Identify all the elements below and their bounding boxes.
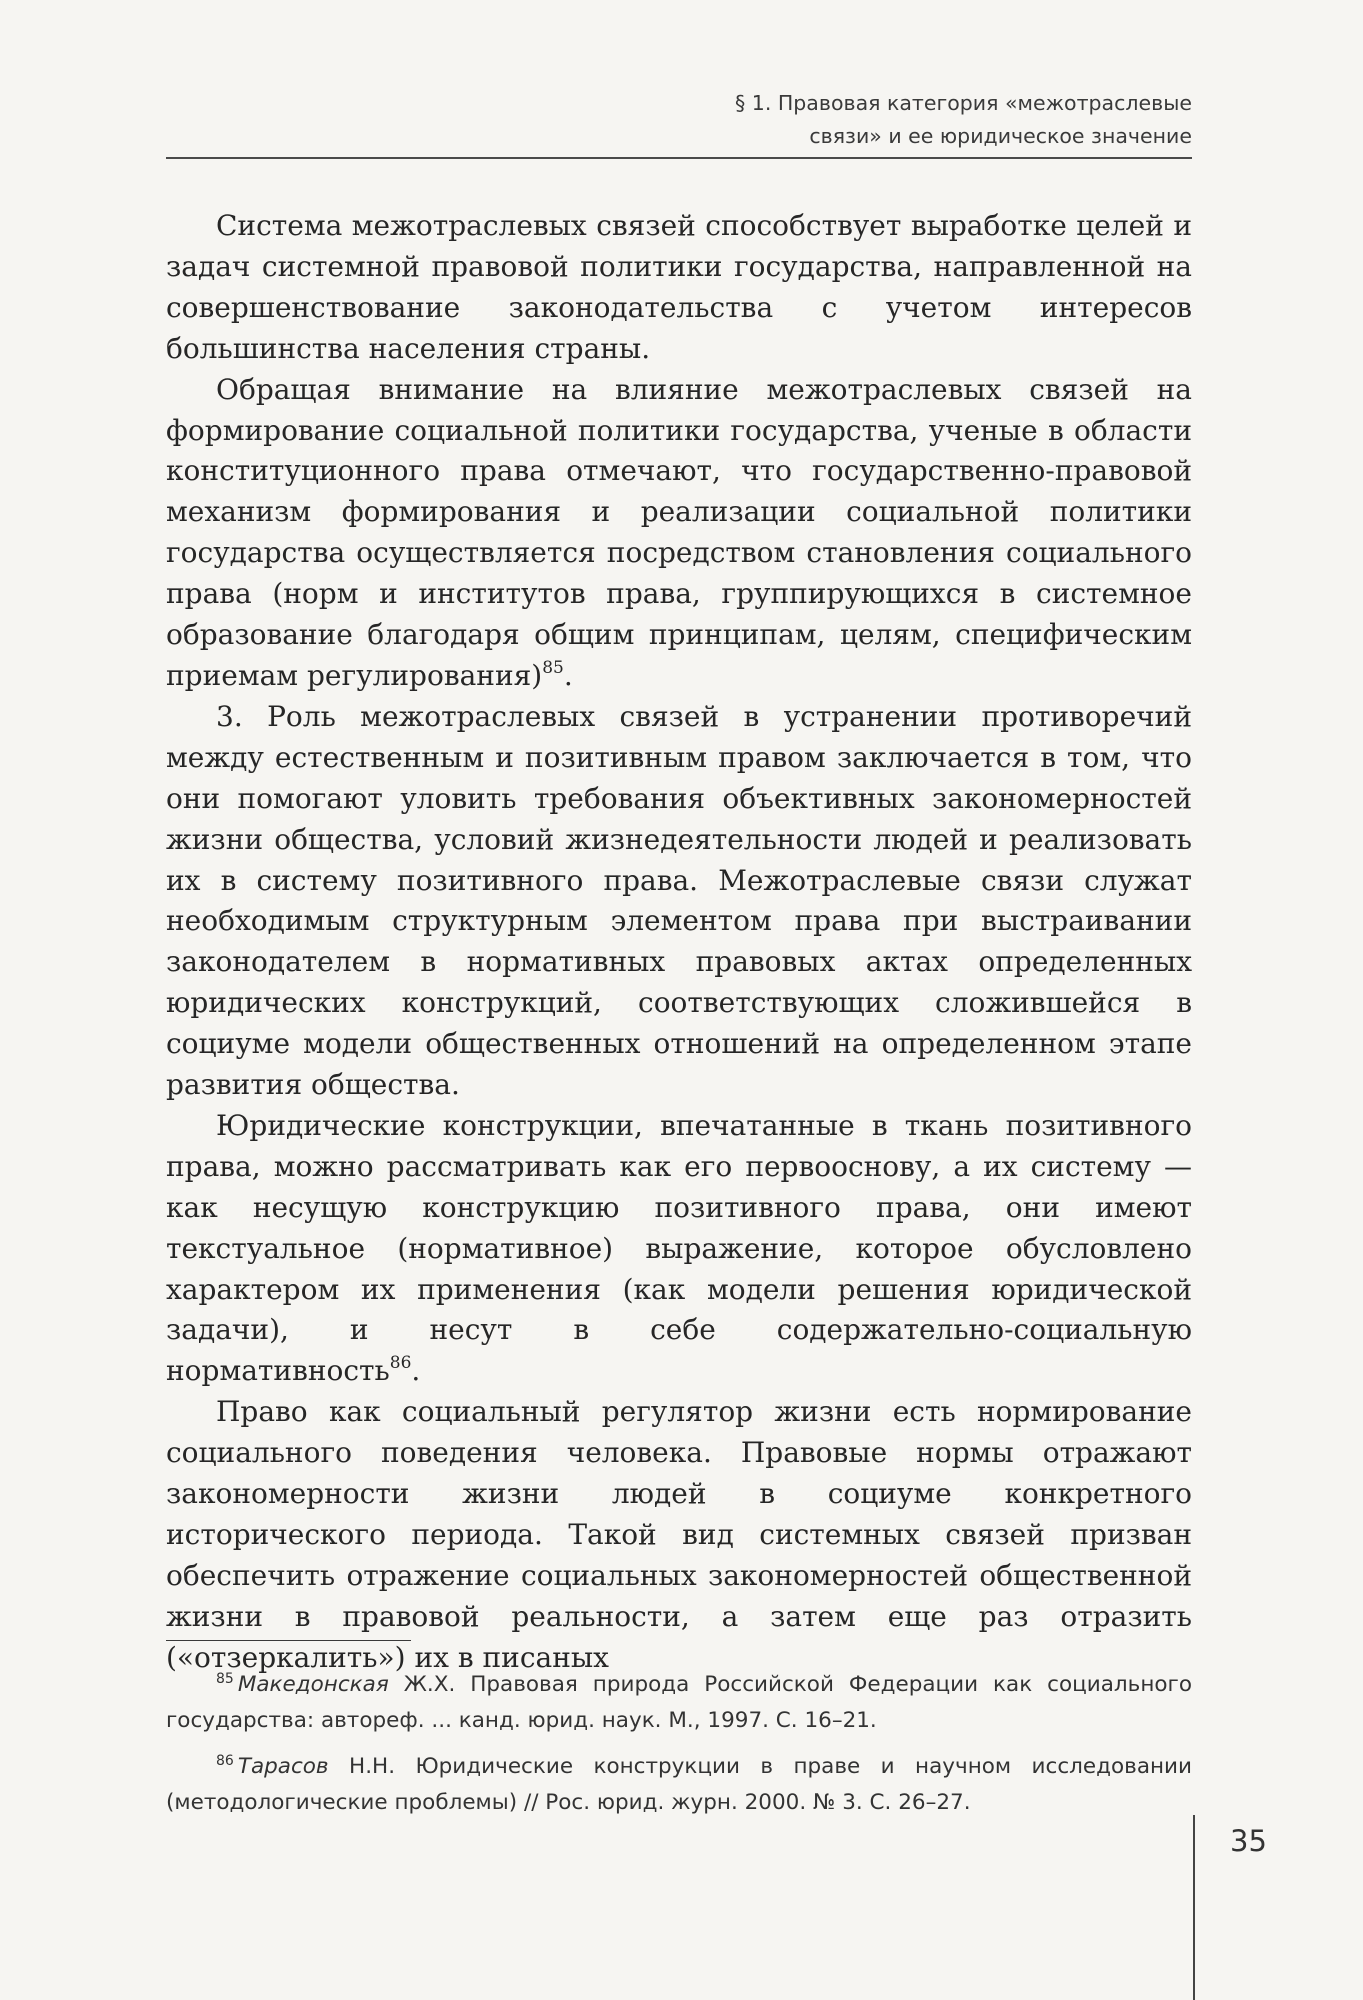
page-number-rule — [1193, 1815, 1195, 2000]
footnote-divider — [166, 1640, 411, 1641]
paragraph — [166, 1106, 1192, 1392]
header-divider — [166, 157, 1192, 159]
paragraph — [166, 206, 1192, 370]
paragraph-text: Право как социальный регулятор жизни есть нормирование социального поведения человека. Правовые нормы отражают закономерности жизни людей в социуме конкретного исторического периода. Такой вид системных связей призван обеспечить отражение социальных закономерностей общественной жизни в правовой реальности, а затем еще раз отразить («отзеркалить») их в писаных — [166, 1395, 1192, 1674]
paragraph-text: Обращая внимание на влияние межотраслевых связей на формирование социальной политики государства, ученые в области конституционного права отмечают, что государственно-правовой механизм формирования и реализации социальной политики государства осуществляется посредством становления социального права (норм и институтов права, группирующихся в системное образование благодаря общим принципам, целям, специфическим приемам регулирования) — [166, 372, 1192, 692]
footnote-85 — [166, 1668, 1192, 1737]
footnote-author: Македонская — [237, 1672, 389, 1697]
footnote-number: 85 — [216, 1671, 234, 1687]
footnote-author: Тарасов — [237, 1754, 329, 1779]
running-head-line-2: связи» и ее юридическое значение — [809, 124, 1192, 148]
footnote-text: Н.Н. Юридические конструкции в праве и научном исследовании (методологические проблемы) // Рос. юрид. журн. 2000. № 3. С. 26–27. — [166, 1754, 1192, 1815]
paragraph — [166, 697, 1192, 1106]
paragraph-end: . — [563, 658, 573, 692]
footnote-ref-85[interactable]: 85 — [542, 657, 564, 678]
paragraph — [166, 370, 1192, 697]
running-head — [432, 87, 1192, 153]
page-number: 35 — [1230, 1824, 1267, 1858]
paragraph-text: Система межотраслевых связей способствует выработке целей и задач системной правовой политики государства, направленной на совершенствование законодательства с учетом интересов большинства населения страны. — [166, 209, 1192, 365]
footnote-ref-86[interactable]: 86 — [389, 1353, 412, 1374]
footnote-number: 86 — [216, 1753, 234, 1769]
footnote-86 — [166, 1750, 1192, 1819]
paragraph-text: 3. Роль межотраслевых связей в устранении противоречий между естественным и позитивным правом заключается в том, что они помогают уловить требования объективных закономерностей жизни общества, условий жизнедеятельности людей и реализовать их в систему позитивного права. Межотраслевые связи служат необходимым структурным элементом права при выстраивании законодателем в нормативных правовых актах определенных юридических конструкций, соответствующих сложившейся в социуме модели общественных отношений на определенном этапе развития общества. — [166, 699, 1192, 1102]
footnotes — [166, 1668, 1192, 1832]
footnote-text: Ж.Х. Правовая природа Российской Федерации как социального государства: автореф. ... канд. юрид. наук. М., 1997. С. 16–21. — [166, 1672, 1192, 1733]
running-head-line-1: § 1. Правовая категория «межотраслевые — [735, 91, 1192, 115]
paragraph-end: . — [411, 1354, 421, 1388]
paragraph — [166, 1392, 1192, 1678]
paragraph-text: Юридические конструкции, впечатанные в ткань позитивного права, можно рассматривать как его первооснову, а их систему — как несущую конструкцию позитивного права, они имеют текстуальное (нормативное) выражение, которое обусловлено характером их применения (как модели решения юридической задачи), и несут в себе содержательно-социальную нормативность — [166, 1108, 1192, 1388]
main-text — [166, 206, 1192, 1679]
